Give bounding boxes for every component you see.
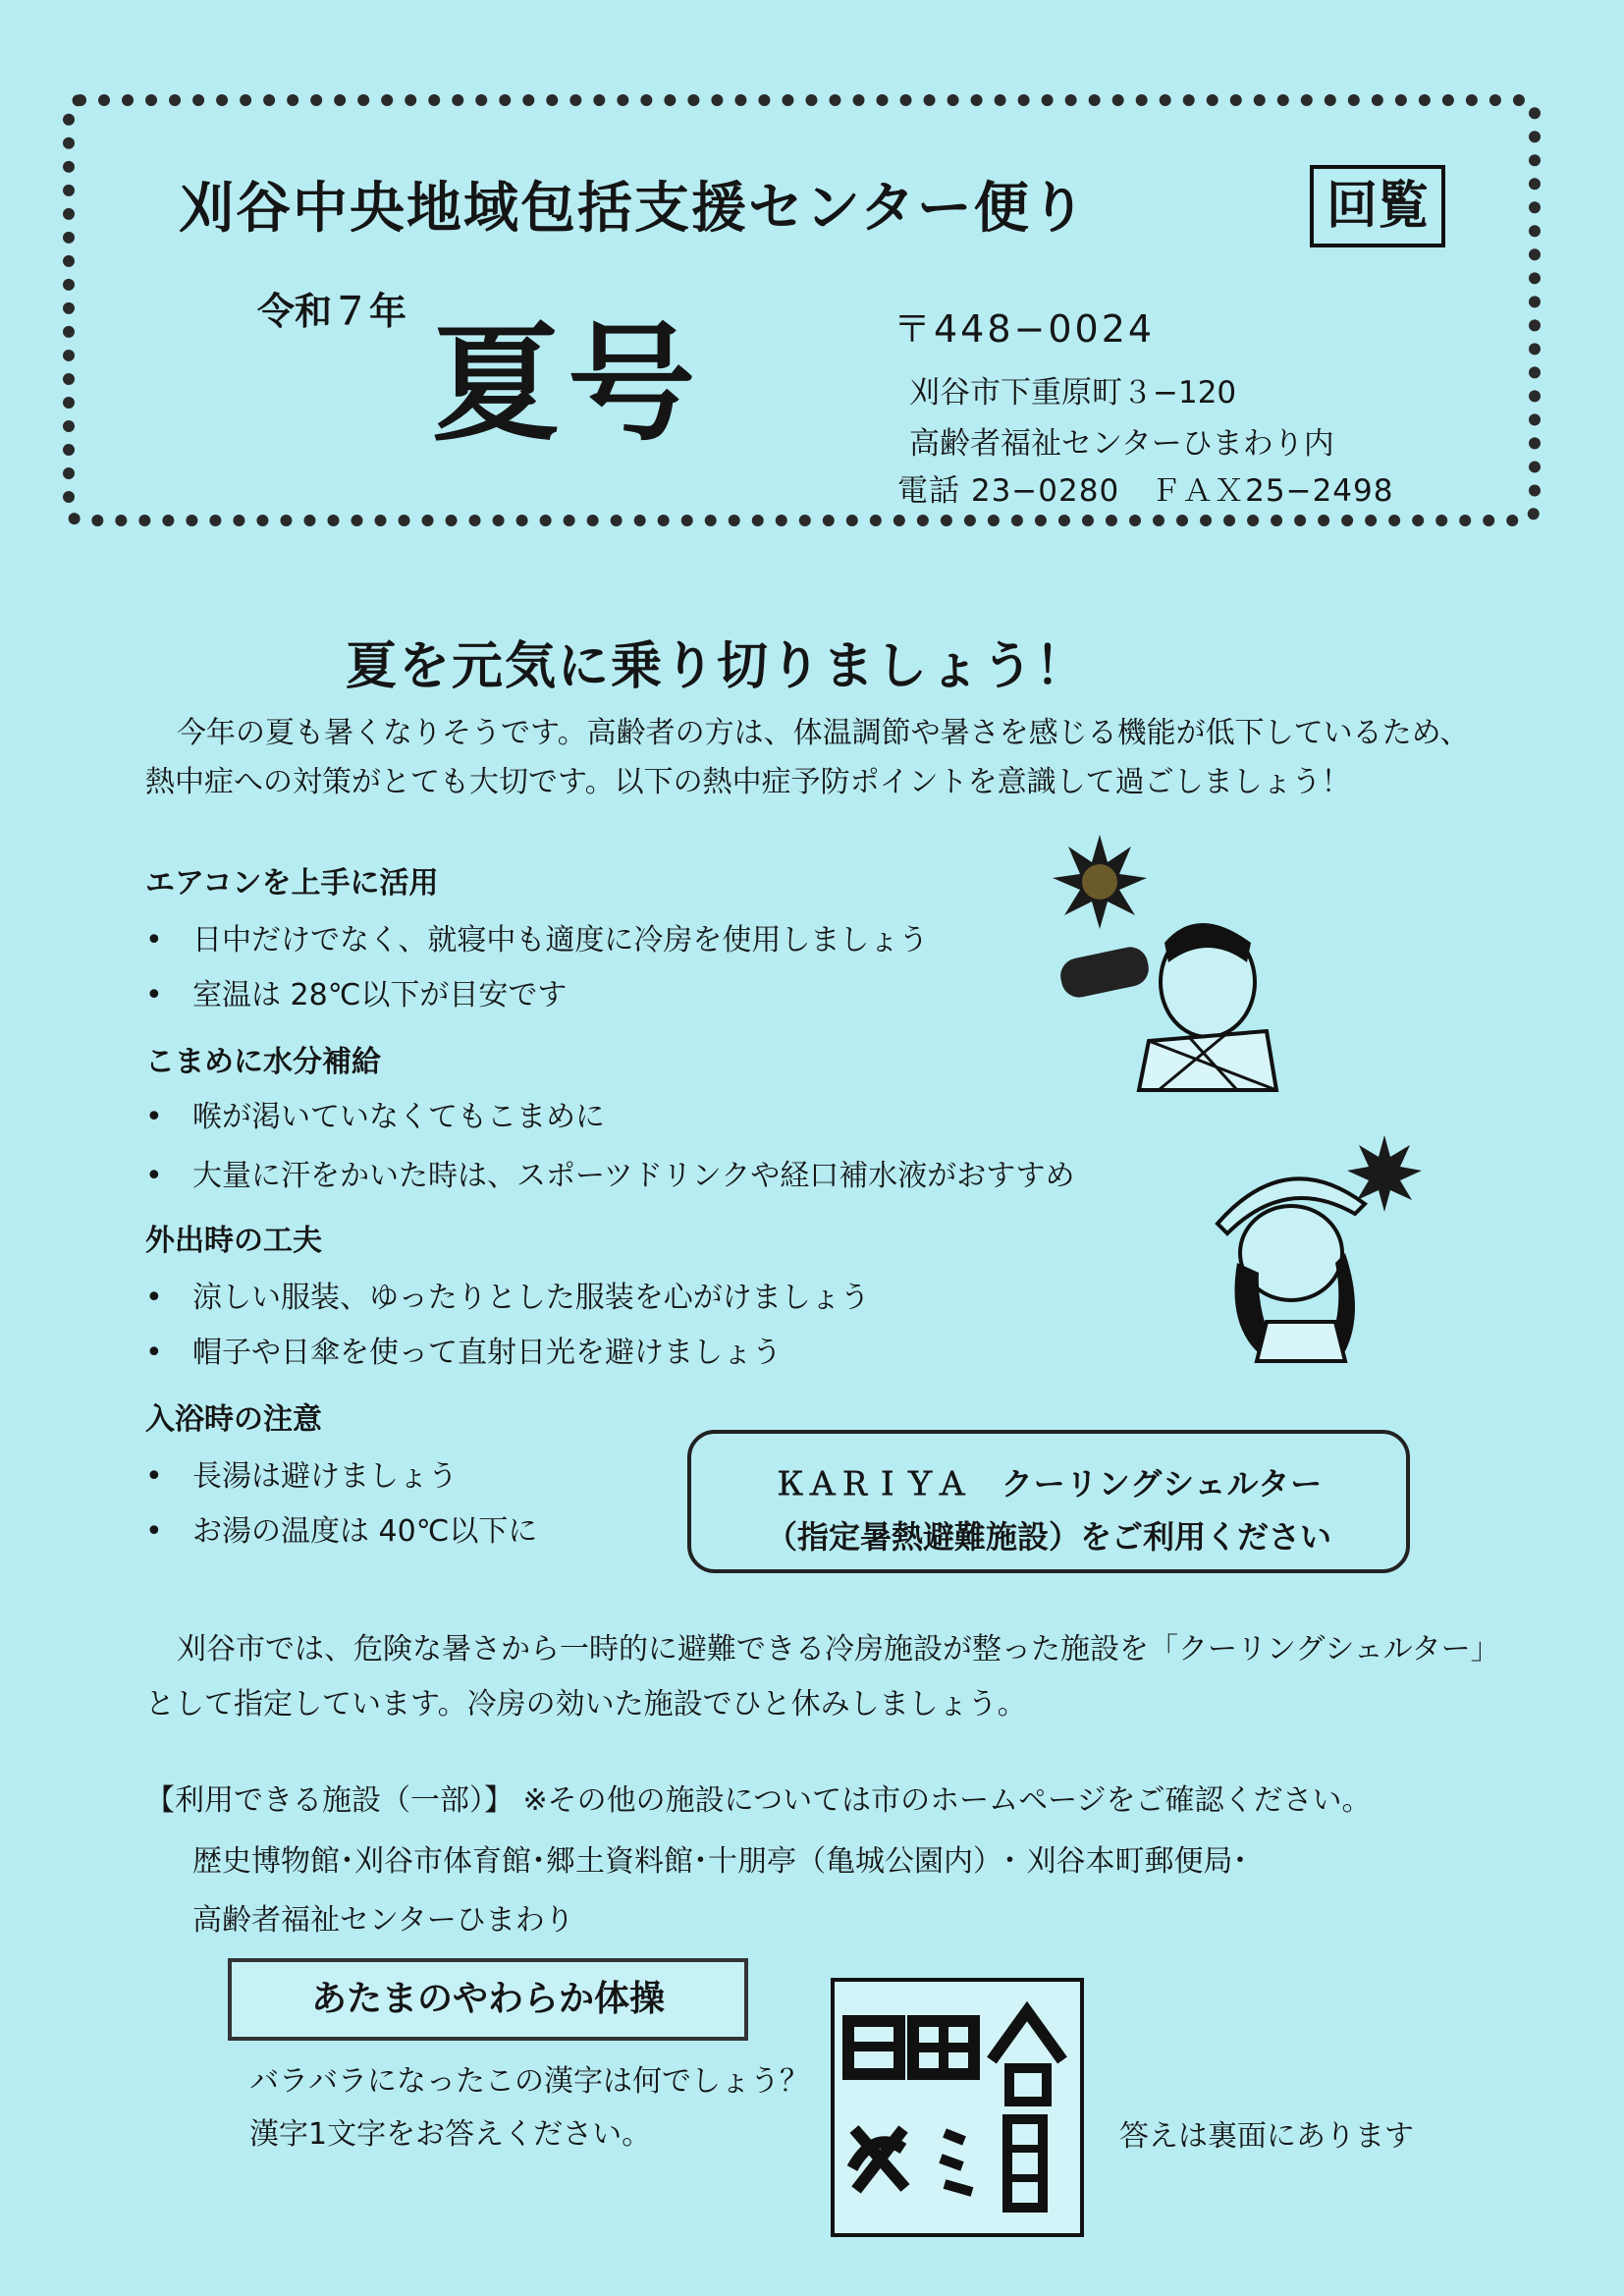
facilities-line-2: 高齢者福祉センターひまわり (192, 1903, 574, 1938)
list-item: • お湯の温度は 40℃以下に (145, 1514, 538, 1549)
puzzle-instruction: 漢字1文字をお答えください。 (249, 2117, 652, 2152)
section-heading: こまめに水分補給 (145, 1045, 381, 1079)
list-item: • 喉が渇いていなくてもこまめに (145, 1100, 605, 1134)
contact-phone-fax: 電話 23−0280 ＦＡＸ25−2498 (897, 473, 1394, 509)
section-heading: 入浴時の注意 (145, 1402, 322, 1437)
circulation-badge: 回覧 (1310, 165, 1445, 247)
address-line-2: 高齢者福祉センターひまわり内 (909, 426, 1334, 462)
cooling-shelter-box (687, 1430, 1410, 1573)
main-headline: 夏を元気に乗り切りましょう！ (346, 637, 1089, 696)
list-item: • 日中だけでなく、就寝中も適度に冷房を使用しましょう (145, 923, 929, 957)
section-heading: 外出時の工夫 (145, 1224, 322, 1258)
drinking-person-illustration (1041, 835, 1276, 1090)
section-heading: エアコンを上手に活用 (145, 866, 439, 901)
kanji-puzzle-image (831, 1978, 1084, 2237)
woman-with-hat-illustration (1198, 1135, 1424, 1361)
issue-season: 夏号 (432, 309, 704, 459)
newsletter-title: 刈谷中央地域包括支援センター便り (179, 177, 1088, 241)
scrambled-kanji-graphic (835, 1982, 1080, 2233)
list-item: • 大量に汗をかいた時は、スポーツドリンクや経口補水液がおすすめ (145, 1159, 1075, 1193)
shelter-description: 刈谷市では、危険な暑さから一時的に避難できる冷房施設が整った施設を「クーリングシェルター」として指定しています。冷房の効いた施設でひと休みしましょう。 (145, 1632, 1486, 1722)
list-item: • 涼しい服装、ゆったりとした服装を心がけましょう (145, 1281, 870, 1315)
list-item: • 帽子や日傘を使って直射日光を避けましょう (145, 1336, 782, 1370)
address-line-1: 刈谷市下重原町３−120 (909, 375, 1237, 410)
puzzle-banner: あたまのやわらか体操 (228, 1958, 748, 2041)
postal-code: 〒448−0024 (893, 307, 1156, 351)
puzzle-question: バラバラになったこの漢字は何でしょう？ (249, 2064, 809, 2099)
answer-note: 答えは裏面にあります (1119, 2119, 1414, 2154)
shelter-title: ＫＡＲＩＹＡ クーリングシェルター (774, 1465, 1324, 1503)
shelter-subtitle: （指定暑熱避難施設）をご利用ください (765, 1518, 1331, 1556)
intro-paragraph: 今年の夏も暑くなりそうです。高齢者の方は、体温調節や暑さを感じる機能が低下しているため、熱中症への対策がとても大切です。以下の熱中症予防ポイントを意識して過ごしましょう！ (145, 716, 1470, 799)
facilities-line-1: 歴史博物館･刈谷市体育館･郷土資料館･十朋亭（亀城公園内）･ 刈谷本町郵便局･ (192, 1844, 1248, 1879)
list-item: • 室温は 28℃以下が目安です (145, 978, 568, 1012)
facilities-heading: 【利用できる施設（一部）】 ※その他の施設については市のホームページをご確認ください。 (145, 1783, 1372, 1818)
issue-era: 令和７年 (257, 290, 407, 333)
list-item: • 長湯は避けましょう (145, 1459, 458, 1494)
